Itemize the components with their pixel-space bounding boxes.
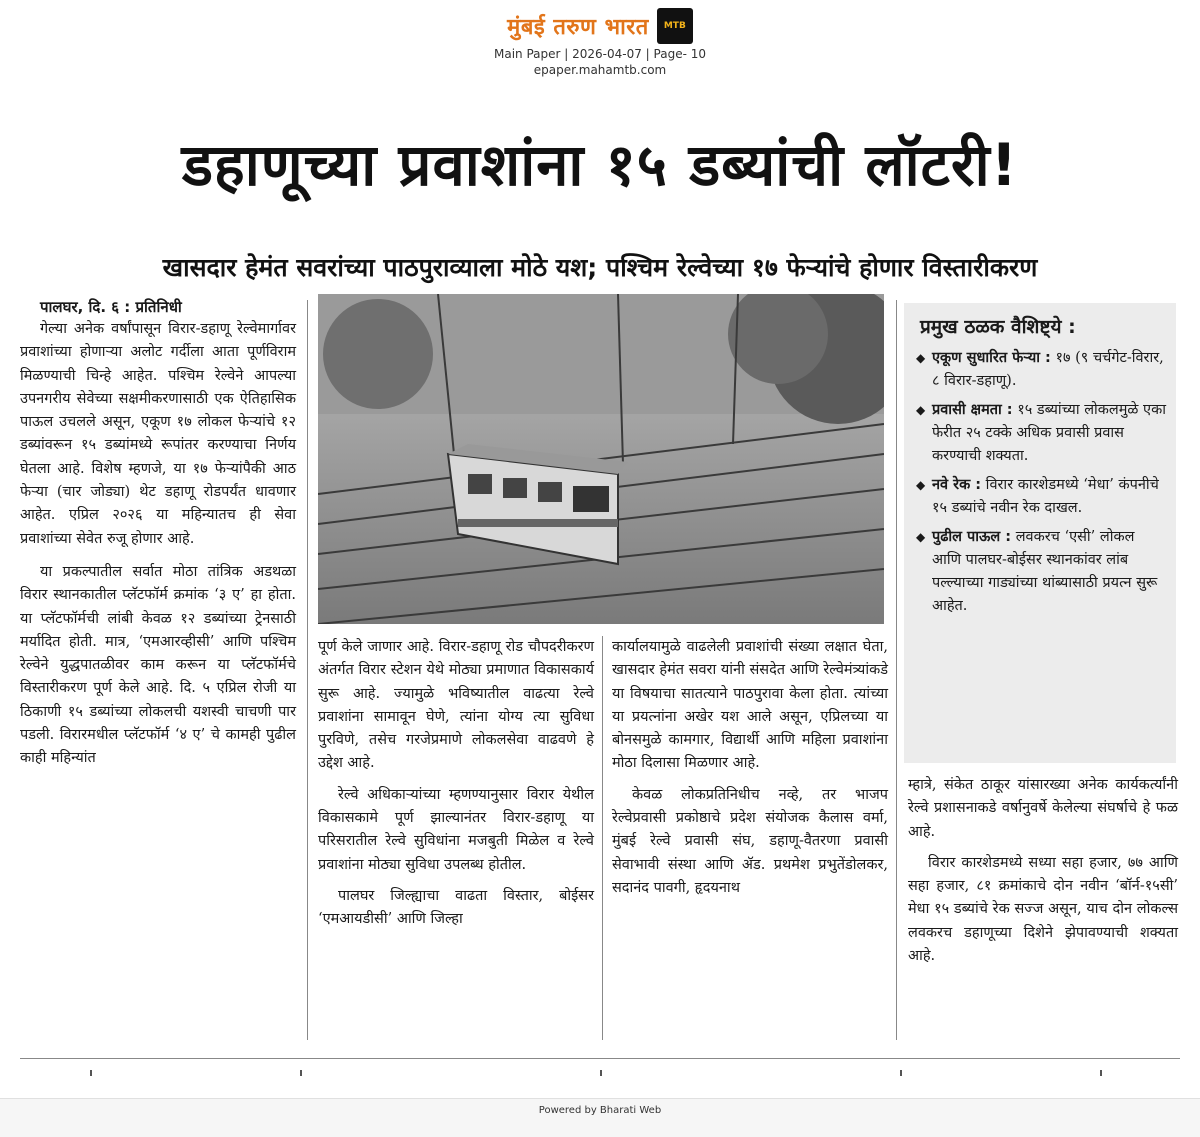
highlights-list (904, 347, 1176, 618)
logo-badge-icon: MTB (657, 8, 693, 44)
highlight-text: विरार कारशेडमध्ये ‘मेधा’ कंपनीचे १५ डब्यांचे नवीन रेक दाखल. (932, 477, 1159, 516)
footer-credit[interactable]: Powered by Bharati Web (538, 1105, 662, 1116)
diamond-bullet-icon: ◆ (916, 530, 926, 544)
highlight-item (916, 347, 1166, 393)
train-photo-image (318, 294, 884, 624)
highlight-label: पुढील पाऊल : (932, 529, 1012, 545)
paragraph: या प्रकल्पातील सर्वात मोठा तांत्रिक अडथळा विरार स्थानकातील प्लॅटफॉर्म क्रमांक ‘३ ए’ हा होता. या प्लॅटफॉर्मची लांबी केवळ १२ डब्यांच्या ट्रेनसाठी मर्यादित होती. मात्र, ‘एमआरव्हीसी’ आणि पश्चिम रेल्वेने युद्धपातळीवर काम करून या प्लॅटफॉर्मचे विस्तारीकरण पूर्ण केले आहे. दि. ५ एप्रिल रोजी या ठिकाणी १५ डब्यांच्या लोकलची यशस्वी चाचणी पार पडली. विरारमधील प्लॅटफॉर्म ‘४ ए’ चे कामही पुढील काही महिन्यांत (20, 563, 296, 767)
diamond-bullet-icon: ◆ (916, 403, 926, 417)
article-column-2 (318, 636, 594, 932)
diamond-bullet-icon: ◆ (916, 478, 926, 492)
paragraph: रेल्वे अधिकाऱ्यांच्या म्हणण्यानुसार विरार येथील विकासकामे पूर्ण झाल्यानंतर विरार-डहाणू या परिसरातील रेल्वे सुविधांना मजबुती मिळेल व रेल्वे प्रवाशांना मोठ्या सुविधा उपलब्ध होतील. (318, 786, 594, 873)
diamond-bullet-icon: ◆ (916, 351, 926, 365)
highlight-item (916, 526, 1166, 618)
highlight-text: १५ डब्यांच्या लोकलमुळे एका फेरीत २५ टक्के अधिक प्रवासी प्रवास करण्याची शक्यता. (932, 402, 1166, 464)
site-url[interactable]: epaper.mahamtb.com (533, 63, 667, 77)
highlight-text: लवकरच ‘एसी’ लोकल आणि पालघर-बोईसर स्थानकांवर लांब पल्ल्याच्या गाड्यांच्या थांब्यासाठी प्रयत्न सुरू आहेत. (932, 529, 1158, 614)
article-column-4 (908, 774, 1178, 968)
masthead (0, 6, 1200, 96)
highlights-box (904, 303, 1176, 763)
paragraph: पूर्ण केले जाणार आहे. विरार-डहाणू रोड चौपदरीकरण अंतर्गत विरार स्टेशन येथे मोठ्या प्रमाणात विकासकार्य सुरू आहे. ज्यामुळे भविष्यातील वाढत्या रेल्वे प्रवाशांना सामावून घेणे, त्यांना योग्य त्या सुविधा पुरविणे, तसेच गरजेप्रमाणे लोकलसेवा वाढवणे हे उद्देश आहे. (318, 639, 594, 772)
logo-text: मुंबई तरुण भारत (507, 15, 649, 40)
paragraph: केवळ लोकप्रतिनिधीच नव्हे, तर भाजप रेल्वेप्रवासी प्रकोष्ठाचे प्रदेश संयोजक कैलास वर्मा, मुंबई रेल्वे प्रवासी संघ, डहाणू-वैतरणा प्रवासी सेवाभावी संस्था आणि ॲड. प्रथमेश प्रभुतेंडोलकर, सदानंद पावगी, हृदयनाथ (612, 786, 888, 896)
cut-mark (90, 1070, 92, 1076)
column-divider (896, 300, 897, 1040)
paragraph: पालघर जिल्ह्याचा वाढता विस्तार, बोईसर ‘एमआयडीसी’ आणि जिल्हा (318, 887, 594, 928)
train-photo (318, 294, 884, 624)
article-column-3 (612, 636, 888, 900)
highlight-item (916, 474, 1166, 520)
article-column-1 (20, 296, 296, 771)
subheadline: खासदार हेमंत सवरांच्या पाठपुराव्याला मोठे यश; पश्चिम रेल्वेच्या १७ फेऱ्यांचे होणार विस्तारीकरण (162, 253, 1038, 282)
highlight-label: एकूण सुधारित फेऱ्या : (932, 350, 1051, 366)
column-divider (307, 300, 308, 1040)
cut-mark (1100, 1070, 1102, 1076)
highlight-item (916, 399, 1166, 468)
logo[interactable] (0, 6, 1200, 46)
dateline: पालघर, दि. ६ : प्रतिनिधी (40, 298, 182, 316)
cut-mark (300, 1070, 302, 1076)
footer (0, 1098, 1200, 1137)
highlight-text: १७ (९ चर्चगेट-विरार, ८ विरार-डहाणू). (932, 350, 1164, 389)
paragraph: गेल्या अनेक वर्षांपासून विरार-डहाणू रेल्वेमार्गावर प्रवाशांच्या होणाऱ्या अलोट गर्दीला आता पूर्णविराम मिळण्याची चिन्हे आहेत. पश्चिम रेल्वेने आपल्या उपनगरीय सेवेच्या सक्षमीकरणासाठी एक ऐतिहासिक पाऊल उचलले असून, एकूण १७ लोकल फेऱ्यांचे १२ डब्यांवरून १५ डब्यांमध्ये रूपांतर करण्याचा निर्णय घेतला आहे. विशेष म्हणजे, या १७ फेऱ्यांपैकी आठ फेऱ्या (चार जोड्या) थेट डहाणू रोडपर्यंत धावणार आहेत. एप्रिल २०२६ या महिन्यातच ही सेवा प्रवाशांच्या सेवेत रुजू होणार आहे. (20, 321, 296, 547)
paragraph: म्हात्रे, संकेत ठाकूर यांसारख्या अनेक कार्यकर्त्यांनी रेल्वे प्रशासनाकडे वर्षानुवर्षे केलेल्या संघर्षाचे हे फळ आहे. (908, 777, 1178, 840)
paragraph: कार्यालयामुळे वाढलेली प्रवाशांची संख्या लक्षात घेता, खासदार हेमंत सवरा यांनी संसदेत आणि रेल्वेमंत्र्यांकडे या विषयाचा सातत्याने पाठपुरावा केला होता. त्यांच्या या प्रयत्नांना अखेर यश आले असून, एप्रिलच्या या बोनसमुळे कामगार, विद्यार्थी आणि महिला प्रवाशांना मोठा दिलासा मिळणार आहे. (612, 639, 888, 772)
column-divider (602, 636, 603, 1040)
highlights-title: प्रमुख ठळक वैशिष्ट्ये : (920, 316, 1076, 338)
page-bottom-rule (20, 1058, 1180, 1059)
cut-mark (600, 1070, 602, 1076)
edition-meta: Main Paper | 2026-04-07 | Page- 10 (494, 47, 706, 61)
headline: डहाणूच्या प्रवाशांना १५ डब्यांची लॉटरी! (181, 131, 1019, 199)
paragraph: विरार कारशेडमध्ये सध्या सहा हजार, ७७ आणि सहा हजार, ८१ क्रमांकाचे दोन नवीन ‘बॉर्न-१५सी’ मेधा १५ डब्यांचे रेक सज्ज असून, याच दोन लोकल्स लवकरच डहाणूच्या दिशेने झेपावण्याची शक्यता आहे. (908, 854, 1178, 965)
highlight-label: नवे रेक : (932, 477, 982, 493)
highlight-label: प्रवासी क्षमता : (932, 402, 1013, 418)
cut-mark (900, 1070, 902, 1076)
